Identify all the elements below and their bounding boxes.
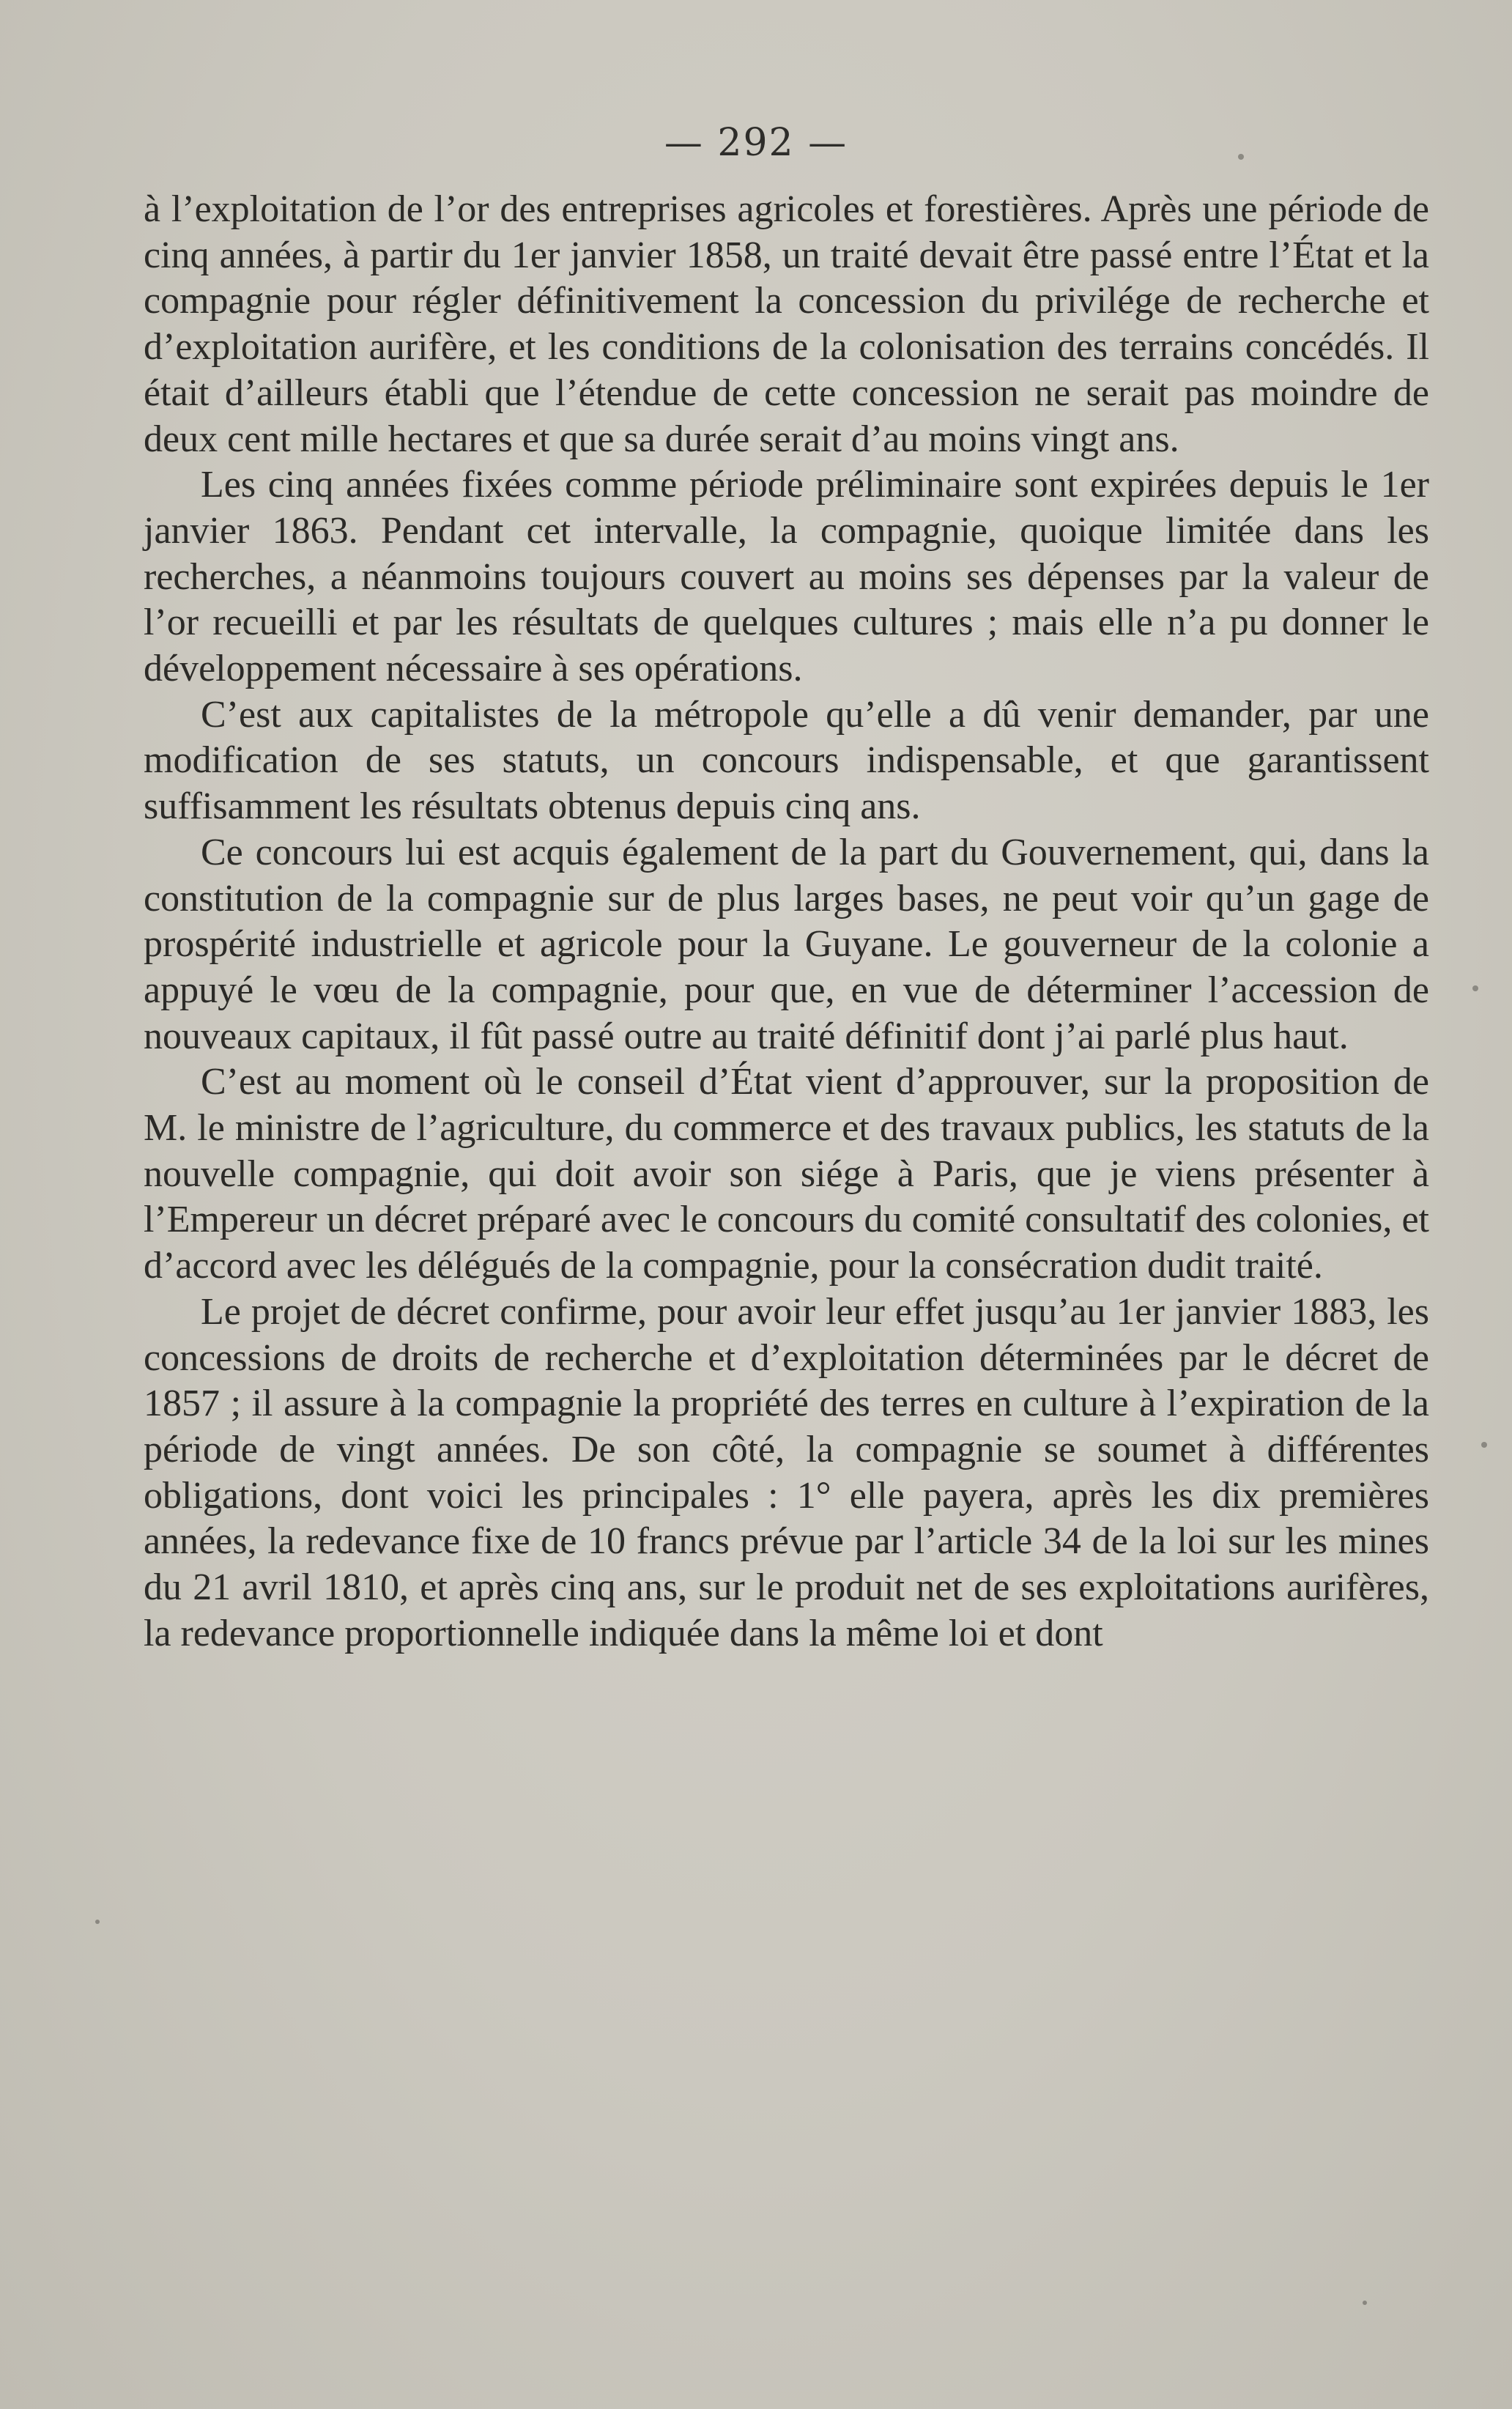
paragraph: Le projet de décret confirme, pour avoir leur effet jusqu’au 1er janvier 1883, les concessions de droits de recherche et d’exploitation déterminées par le décret de 1857 ; il assure à la compagnie la propriété des terres en culture à l’expiration de la période de vingt années. De son côté, la compagnie se soumet à différentes obligations, dont voici les principales : 1° elle payera, après les dix premières années, la redevance fixe de 10 francs prévue par l’article 34 de la loi sur les mines du 21 avril 1810, et après cinq ans, sur le produit net de ses exploitations aurifères, la redevance proportionnelle indiquée dans la même loi et dont [144, 1290, 1429, 1654]
paper-speck [1481, 1442, 1487, 1448]
paragraph: C’est au moment où le conseil d’État vient d’approuver, sur la proposition de M. le ministre de l’agriculture, du commerce et des travaux publics, les statuts de la nouvelle compagnie, qui doit avoir son siége à Paris, que je viens présenter à l’Empereur un décret préparé avec le concours du comité consultatif des colonies, et d’accord avec les délégués de la compagnie, pour la consécration dudit traité. [144, 1061, 1429, 1287]
paragraph: à l’exploitation de l’or des entreprises agricoles et forestières. Après une période de cinq années, à partir du 1er janvier 1858, un traité devait être passé entre l’État et la compagnie pour régler définitivement la concession du privilége de recherche et d’exploitation aurifère, et les conditions de la colonisation des terrains concédés. Il était d’ailleurs établi que l’étendue de cette concession ne serait pas moindre de deux cent mille hectares et que sa durée serait d’au moins vingt ans. [144, 188, 1429, 460]
page-number: — 292 — [664, 121, 848, 165]
paper-speck [1472, 985, 1478, 991]
paper-speck [95, 1920, 100, 1924]
paper-speck [1363, 2301, 1367, 2305]
paragraph: Ce concours lui est acquis également de la part du Gouvernement, qui, dans la constitution de la compagnie sur de plus larges bases, ne peut voir qu’un gage de prospérité industrielle et agricole pour la Guyane. Le gouverneur de la colonie a appuyé le vœu de la compagnie, pour que, en vue de déterminer l’accession de nouveaux capitaux, il fût passé outre au traité définitif dont j’ai parlé plus haut. [144, 831, 1429, 1057]
body-text [144, 187, 1429, 1657]
paragraph: C’est aux capitalistes de la métropole qu’elle a dû venir demander, par une modification de ses statuts, un concours indispensable, et que garantissent suffisamment les résultats obtenus depuis cinq ans. [144, 693, 1429, 828]
paragraph: Les cinq années fixées comme période préliminaire sont expirées depuis le 1er janvier 1863. Pendant cet intervalle, la compagnie, quoique limitée dans les recherches, a néanmoins toujours couvert au moins ses dépenses par la valeur de l’or recueilli et par les résultats de quelques cultures ; mais elle n’a pu donner le développement nécessaire à ses opérations. [144, 464, 1429, 690]
